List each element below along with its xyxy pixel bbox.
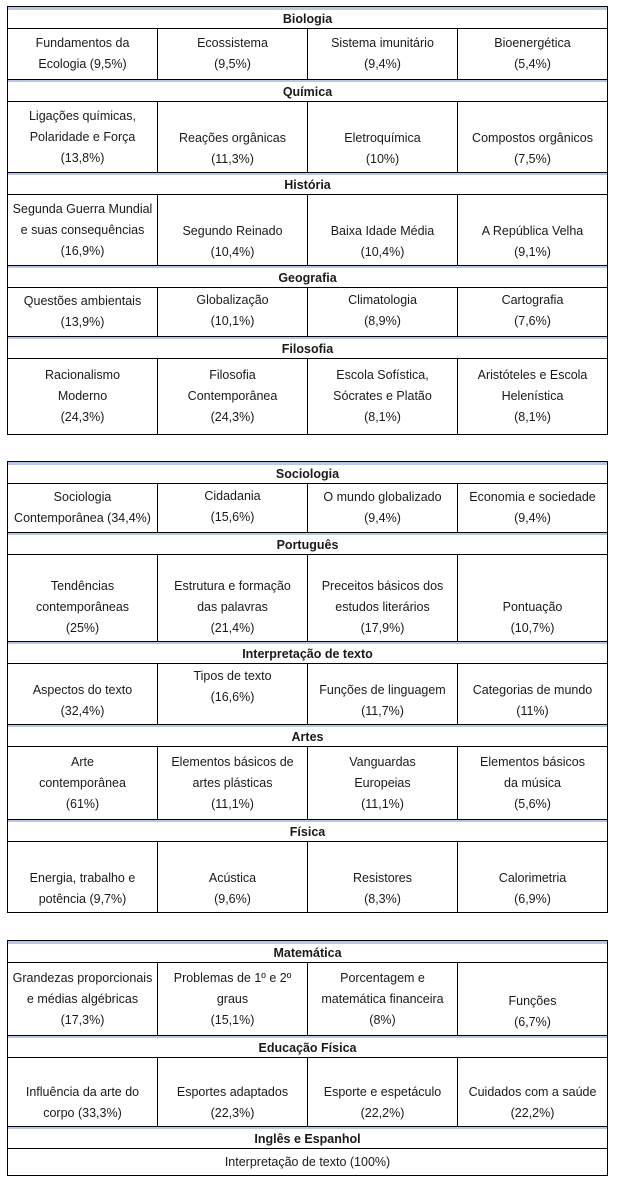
topic-cell bbox=[308, 747, 458, 819]
topic-text-line: Cidadania bbox=[204, 489, 261, 503]
topic-text-line: (13,8%) bbox=[60, 150, 105, 165]
topic-cell bbox=[8, 963, 158, 1035]
topic-text-line: Questões ambientais bbox=[23, 294, 142, 308]
topic-cell bbox=[158, 102, 308, 172]
topic-cell bbox=[308, 1058, 458, 1126]
topic-text-line: (11%) bbox=[516, 704, 549, 718]
topic-text-line: (22,3%) bbox=[210, 1106, 255, 1120]
topic-text-line: Sociologia bbox=[53, 490, 112, 504]
topic-text-line: Filosofia bbox=[209, 368, 256, 382]
topic-text-line: (17,3%) bbox=[60, 1012, 105, 1027]
topic-text-line: (6,9%) bbox=[514, 892, 551, 906]
topic-text-line: (10,4%) bbox=[360, 245, 405, 259]
section-title-historia: História bbox=[8, 172, 607, 195]
topic-text-line: (8,9%) bbox=[364, 314, 401, 328]
table-group-2 bbox=[7, 461, 608, 913]
topic-text-line: (7,6%) bbox=[514, 314, 551, 328]
topic-text-line: Tendências bbox=[50, 579, 115, 593]
topic-text-line: Globalização bbox=[196, 293, 269, 307]
topic-text-line: Ecossistema bbox=[197, 36, 268, 50]
table-group-3 bbox=[7, 940, 608, 1176]
topic-text-line: Grandezas proporcionais bbox=[12, 970, 153, 985]
topic-cell bbox=[158, 555, 308, 641]
topics-row-educacao-fisica bbox=[8, 1058, 607, 1126]
topic-cell bbox=[458, 29, 607, 79]
topic-text-line: Contemporânea bbox=[187, 389, 278, 403]
topic-text-line: Preceitos básicos dos bbox=[321, 579, 444, 593]
topic-text-line: (9,4%) bbox=[364, 57, 401, 71]
topic-text-line: Climatologia bbox=[348, 293, 417, 307]
topic-cell bbox=[158, 963, 308, 1035]
topic-text-line: (15,1%) bbox=[210, 1012, 255, 1027]
section-title-geografia: Geografia bbox=[8, 265, 607, 288]
topics-row-filosofia bbox=[8, 359, 607, 434]
topic-text-line: matemática financeira bbox=[321, 991, 444, 1006]
topics-row-ingles-e-espanhol bbox=[8, 1149, 607, 1175]
topic-text-line: Polaridade e Força bbox=[29, 129, 136, 144]
topic-cell bbox=[458, 288, 607, 336]
topic-text-line: contemporâneas bbox=[35, 600, 130, 614]
topic-cell bbox=[308, 195, 458, 265]
topic-cell bbox=[158, 29, 308, 79]
topic-text-line: Baixa Idade Média bbox=[330, 224, 435, 238]
topic-text-line: O mundo globalizado bbox=[323, 490, 442, 504]
topic-text-line: (22,2%) bbox=[510, 1106, 555, 1120]
topic-cell bbox=[8, 1058, 158, 1126]
topic-text-line: Moderno bbox=[57, 389, 108, 403]
topic-text-line: da música bbox=[504, 775, 561, 790]
topic-text-line: (9,5%) bbox=[214, 57, 251, 71]
topic-text-line: (8,1%) bbox=[514, 410, 551, 424]
topic-cell bbox=[458, 555, 607, 641]
topic-text-line: Economia e sociedade bbox=[469, 490, 596, 504]
topic-text-line: Elementos básicos de bbox=[171, 754, 294, 769]
topic-cell bbox=[8, 747, 158, 819]
topic-text-line: Ligações químicas, bbox=[28, 108, 136, 123]
topic-cell bbox=[8, 102, 158, 172]
topic-cell bbox=[458, 195, 607, 265]
topic-text-line: (9,1%) bbox=[514, 245, 551, 259]
topic-text-line: Vanguardas bbox=[349, 754, 416, 769]
topic-text-line: Pontuação bbox=[502, 600, 563, 614]
topic-text-line: Interpretação de texto (100%) bbox=[224, 1154, 391, 1169]
topic-text-line: artes plásticas bbox=[192, 775, 273, 790]
topic-text-line: (9,4%) bbox=[364, 511, 401, 525]
topic-text-line: e médias algébricas bbox=[26, 991, 139, 1006]
topic-text-line: (16,9%) bbox=[60, 243, 105, 258]
topic-text-line: Calorimetria bbox=[498, 871, 567, 885]
topic-text-line: Acústica bbox=[208, 871, 257, 885]
topic-cell bbox=[458, 359, 607, 434]
topic-cell bbox=[158, 288, 308, 336]
section-title-matematica: Matemática bbox=[8, 940, 607, 963]
topic-cell bbox=[458, 842, 607, 912]
topic-text-line: Ecologia (9,5%) bbox=[38, 57, 127, 71]
topic-text-line: Helenística bbox=[501, 389, 564, 403]
topic-text-line: e suas consequências bbox=[20, 222, 145, 237]
topic-cell bbox=[458, 1058, 607, 1126]
topic-cell bbox=[308, 484, 458, 532]
topic-text-line: Porcentagem e bbox=[340, 970, 425, 985]
topic-cell bbox=[308, 555, 458, 641]
topic-cell bbox=[458, 102, 607, 172]
topic-text-line: Contemporânea (34,4%) bbox=[14, 511, 151, 525]
topic-cell bbox=[308, 842, 458, 912]
topic-text-line: (10,1%) bbox=[210, 314, 255, 328]
topic-text-line: (5,6%) bbox=[514, 796, 551, 811]
topic-cell bbox=[8, 664, 158, 724]
topic-text-line: Categorias de mundo bbox=[472, 683, 593, 697]
topic-text-line: Funções bbox=[508, 994, 557, 1008]
topic-text-line: (6,7%) bbox=[514, 1015, 551, 1029]
section-title-biologia: Biologia bbox=[8, 6, 607, 29]
topic-text-line: (8,1%) bbox=[364, 410, 401, 424]
topic-cell bbox=[158, 664, 308, 724]
topic-text-line: Aristóteles e Escola bbox=[477, 368, 588, 382]
topic-cell bbox=[8, 484, 158, 532]
topic-text-line: corpo (33,3%) bbox=[43, 1106, 122, 1120]
topic-text-line: Funções de linguagem bbox=[319, 683, 446, 697]
topic-text-line: A República Velha bbox=[481, 224, 584, 238]
topic-text-line: Estrutura e formação bbox=[174, 579, 291, 593]
topic-text-line: (21,4%) bbox=[210, 621, 255, 635]
topic-text-line: Resistores bbox=[352, 871, 413, 885]
topics-row-quimica bbox=[8, 102, 607, 172]
topic-cell bbox=[158, 359, 308, 434]
topic-text-line: Racionalismo bbox=[44, 368, 121, 382]
section-title-interpretacao-de-texto: Interpretação de texto bbox=[8, 641, 607, 664]
topic-text-line: (11,1%) bbox=[211, 796, 254, 811]
topic-text-line: Sócrates e Platão bbox=[333, 389, 432, 403]
topic-text-line: (8,3%) bbox=[364, 892, 401, 906]
topic-text-line: (22,2%) bbox=[360, 1106, 405, 1120]
topics-row-portugues bbox=[8, 555, 607, 641]
topic-cell bbox=[8, 359, 158, 434]
topic-text-line: graus bbox=[216, 991, 249, 1006]
topic-cell bbox=[308, 102, 458, 172]
topic-text-line: (10%) bbox=[365, 152, 400, 166]
topic-text-line: Esportes adaptados bbox=[176, 1085, 289, 1099]
topics-row-historia bbox=[8, 195, 607, 265]
topic-text-line: Bioenergética bbox=[494, 36, 571, 50]
topic-text-line: Problemas de 1º e 2º bbox=[173, 970, 292, 985]
topic-cell bbox=[458, 484, 607, 532]
topic-text-line: Europeias bbox=[354, 775, 411, 790]
table-group-1 bbox=[7, 6, 608, 435]
topics-row-biologia bbox=[8, 29, 607, 79]
topic-cell bbox=[158, 195, 308, 265]
topic-text-line: Segundo Reinado bbox=[182, 224, 283, 238]
section-title-portugues: Português bbox=[8, 532, 607, 555]
section-title-fisica: Física bbox=[8, 819, 607, 842]
topic-text-line: (9,4%) bbox=[514, 511, 551, 525]
topic-cell bbox=[458, 664, 607, 724]
topic-cell bbox=[8, 842, 158, 912]
topic-text-line: (8%) bbox=[369, 1012, 396, 1027]
topic-text-line: (24,3%) bbox=[210, 410, 255, 424]
topic-text-line: Fundamentos da bbox=[35, 36, 130, 50]
topics-row-geografia bbox=[8, 288, 607, 336]
topic-cell bbox=[308, 963, 458, 1035]
topic-text-line: (10,7%) bbox=[510, 621, 555, 635]
topic-text-line: Cuidados com a saúde bbox=[468, 1085, 597, 1099]
topic-text-line: Elementos básicos bbox=[480, 754, 585, 769]
section-title-educacao-fisica: Educação Física bbox=[8, 1035, 607, 1058]
topic-text-line: (25%) bbox=[65, 621, 100, 635]
topic-cell bbox=[308, 359, 458, 434]
topic-text-line: das palavras bbox=[197, 600, 268, 614]
topic-cell bbox=[8, 555, 158, 641]
topic-cell bbox=[8, 29, 158, 79]
topic-text-line: (15,6%) bbox=[210, 510, 255, 524]
topic-text-line: (61%) bbox=[65, 796, 100, 811]
topic-text-line: (13,9%) bbox=[60, 315, 105, 329]
topics-row-matematica bbox=[8, 963, 607, 1035]
topic-cell bbox=[8, 1149, 607, 1175]
topic-text-line: Compostos orgânicos bbox=[472, 131, 593, 145]
topic-cell bbox=[458, 747, 607, 819]
topics-row-sociologia bbox=[8, 484, 607, 532]
section-title-artes: Artes bbox=[8, 724, 607, 747]
topic-text-line: estudos literários bbox=[335, 600, 430, 614]
topic-text-line: (11,3%) bbox=[211, 152, 254, 166]
topics-row-artes bbox=[8, 747, 607, 819]
topic-cell bbox=[458, 963, 607, 1035]
topic-cell bbox=[8, 195, 158, 265]
topic-text-line: Segunda Guerra Mundial bbox=[12, 201, 153, 216]
topic-text-line: (7,5%) bbox=[514, 152, 551, 166]
topic-text-line: Aspectos do texto bbox=[32, 683, 133, 697]
topic-text-line: (10,4%) bbox=[210, 245, 255, 259]
topic-text-line: (9,6%) bbox=[214, 892, 251, 906]
topic-text-line: (11,7%) bbox=[361, 704, 404, 718]
topic-cell bbox=[308, 664, 458, 724]
topic-text-line: Arte bbox=[71, 754, 94, 769]
topic-cell bbox=[158, 1058, 308, 1126]
topics-row-fisica bbox=[8, 842, 607, 912]
topic-text-line: Eletroquímica bbox=[344, 131, 421, 145]
topic-text-line: Escola Sofística, bbox=[336, 368, 429, 382]
topic-text-line: Esporte e espetáculo bbox=[323, 1085, 442, 1099]
topic-cell bbox=[308, 29, 458, 79]
section-title-ingles-e-espanhol: Inglês e Espanhol bbox=[8, 1126, 607, 1149]
topic-text-line: (32,4%) bbox=[60, 704, 105, 718]
topic-text-line: Tipos de texto bbox=[193, 669, 272, 683]
topic-cell bbox=[308, 288, 458, 336]
topic-text-line: contemporânea bbox=[39, 775, 126, 790]
topic-cell bbox=[8, 288, 158, 336]
topic-text-line: Influência da arte do bbox=[25, 1085, 140, 1099]
topic-cell bbox=[158, 484, 308, 532]
topic-text-line: potência (9,7%) bbox=[38, 892, 127, 906]
topic-text-line: (16,6%) bbox=[210, 690, 255, 704]
topic-text-line: Reações orgânicas bbox=[178, 131, 286, 145]
section-title-filosofia: Filosofia bbox=[8, 336, 607, 359]
topic-text-line: (5,4%) bbox=[514, 57, 551, 71]
topic-cell bbox=[158, 747, 308, 819]
topic-text-line: Energia, trabalho e bbox=[29, 871, 136, 885]
topic-text-line: (17,9%) bbox=[360, 621, 405, 635]
topic-text-line: (24,3%) bbox=[60, 410, 105, 424]
section-title-sociologia: Sociologia bbox=[8, 461, 607, 484]
topics-row-interpretacao-de-texto bbox=[8, 664, 607, 724]
topic-text-line: Sistema imunitário bbox=[331, 36, 434, 50]
section-title-quimica: Química bbox=[8, 79, 607, 102]
topic-text-line: (11,1%) bbox=[361, 796, 404, 811]
topic-cell bbox=[158, 842, 308, 912]
topic-text-line: Cartografia bbox=[501, 293, 564, 307]
